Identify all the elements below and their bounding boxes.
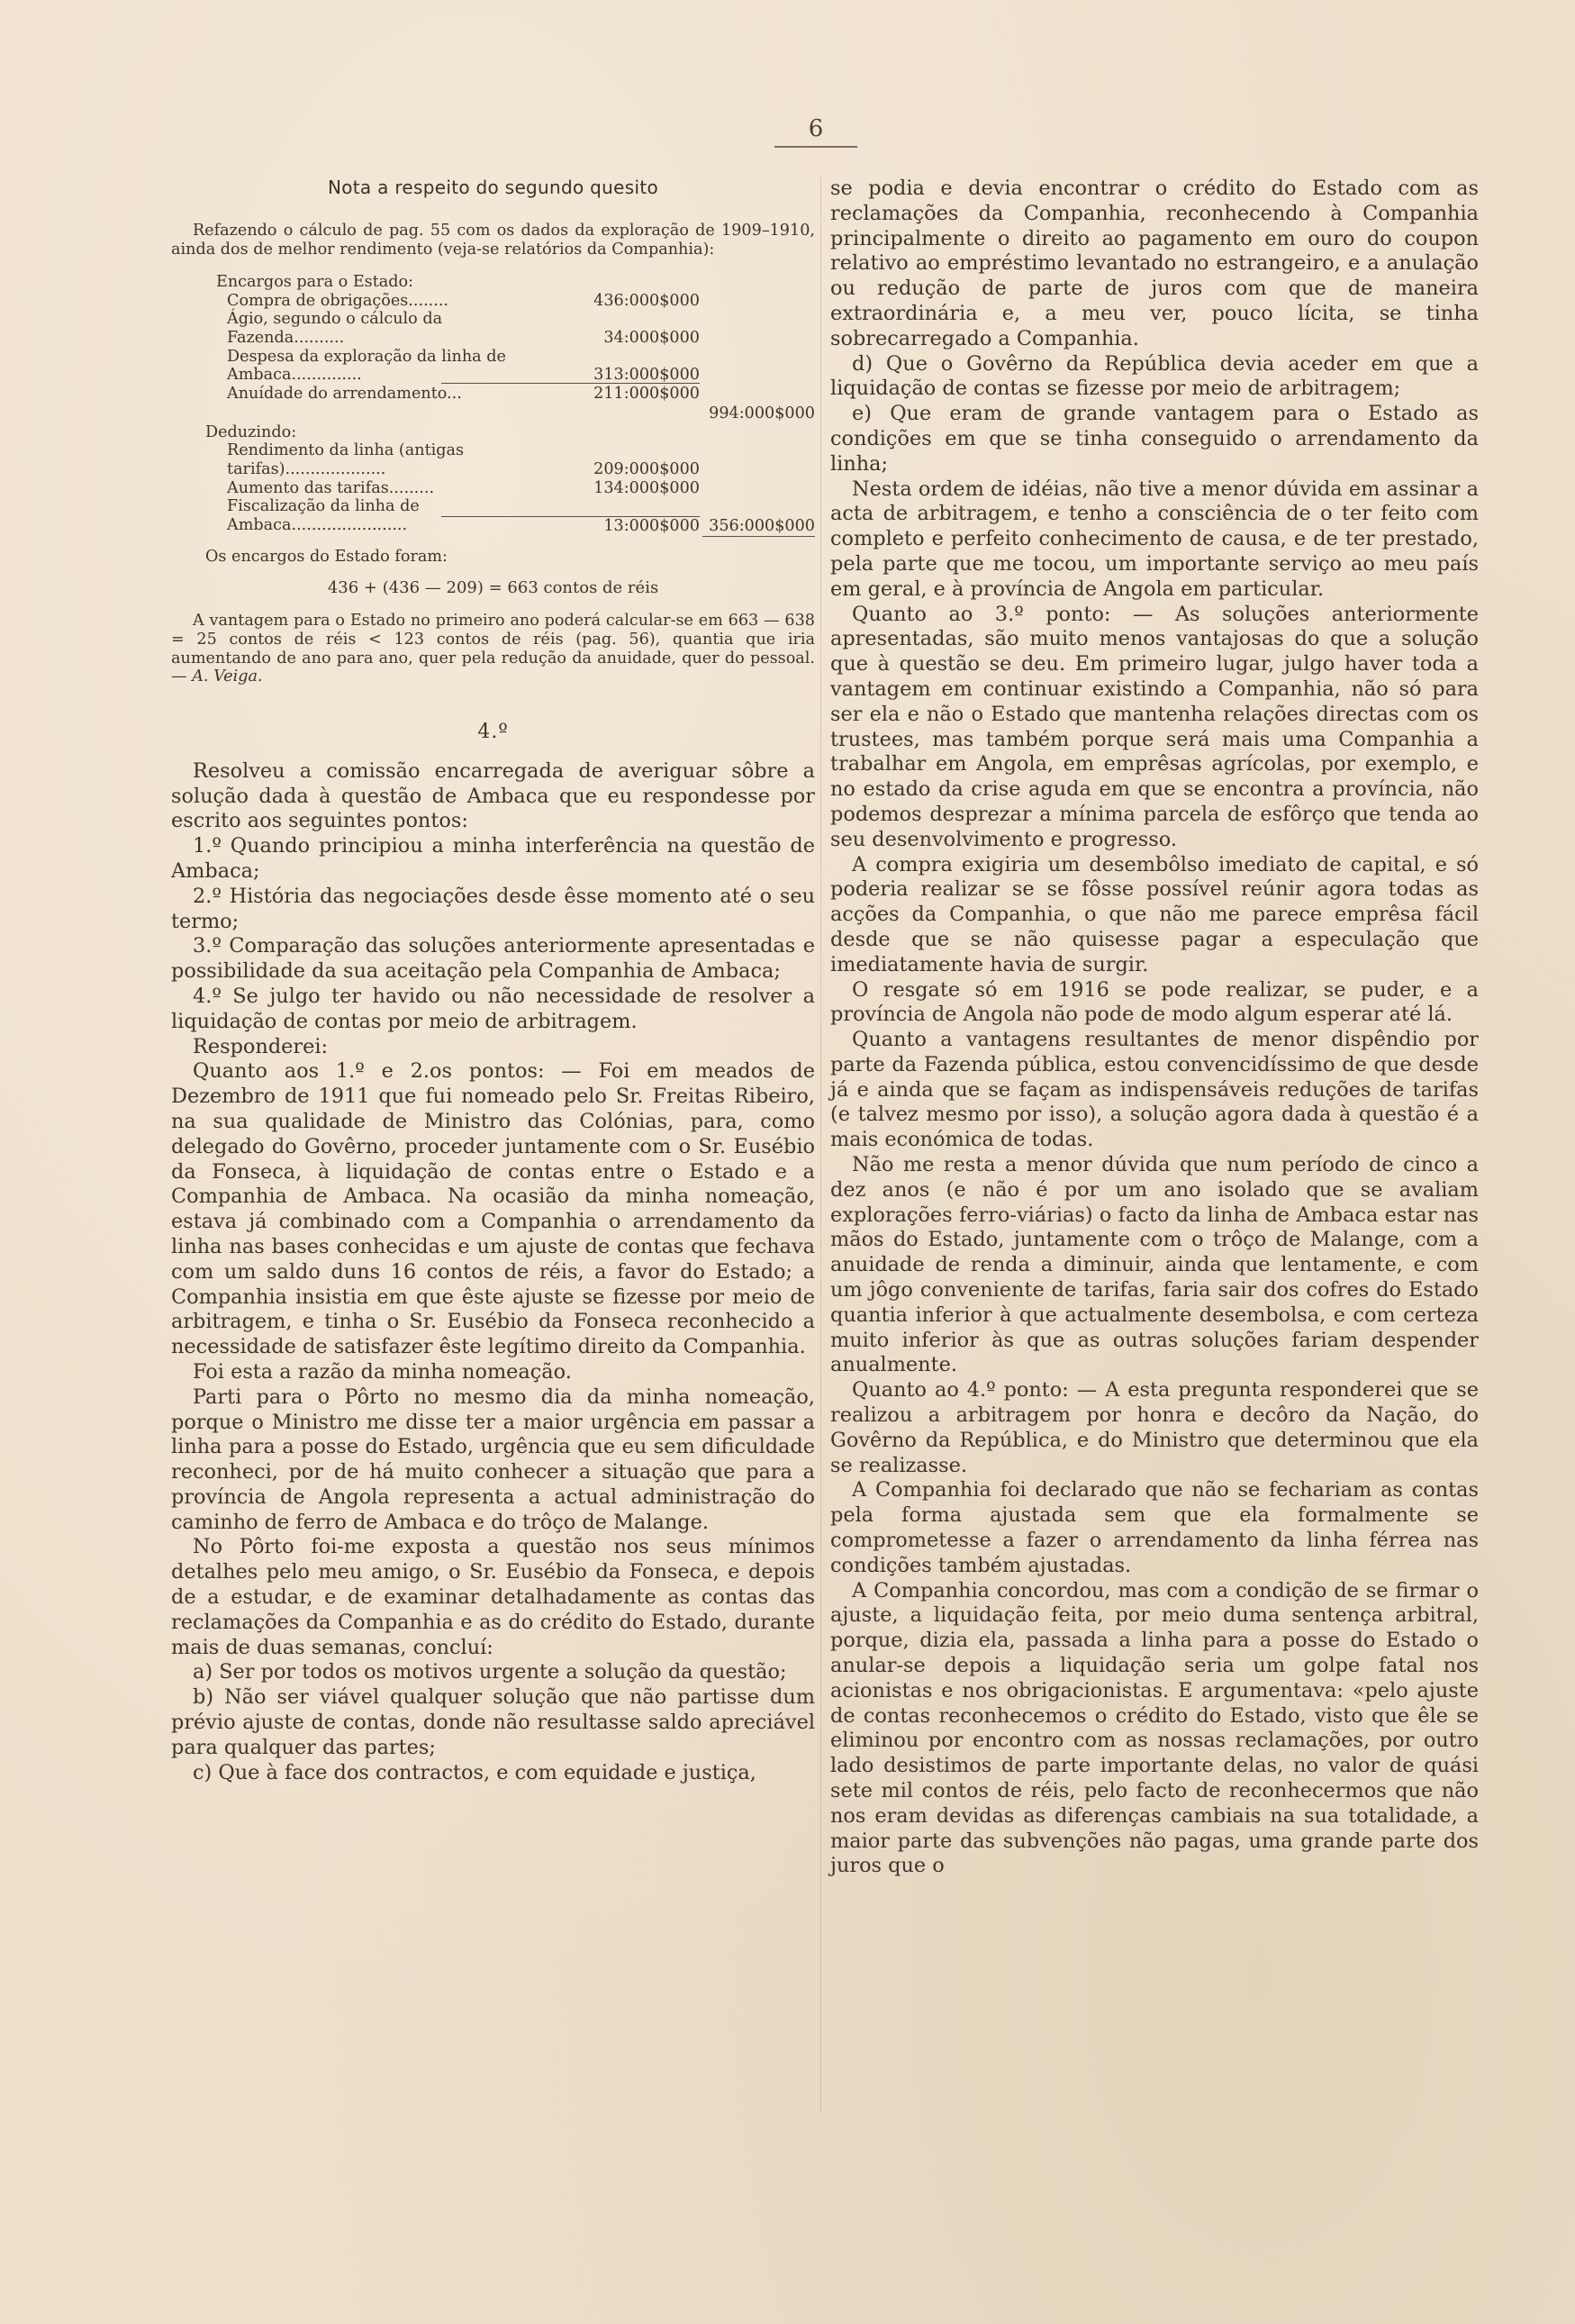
page-number: 6	[774, 115, 857, 148]
formula: 436 + (436 — 209) = 663 contos de réis	[327, 578, 659, 598]
deduzindo-row	[171, 497, 815, 536]
paragraph: 3.º Comparação das soluções anteriormente apresentadas e possibilidade da sua aceitação pela Companhia de Ambaca;	[171, 934, 815, 984]
encargos-foram: Os encargos do Estado foram:	[205, 547, 448, 566]
total-rule	[702, 536, 815, 539]
deduzindo-label: Fiscalização da linha de Ambaca.......................	[227, 497, 420, 534]
encargos-value: 313:000$000	[593, 366, 700, 385]
paragraph: e) Que eram de grande vantagem para o Estado as condições em que se tinha conseguido o arrendamento da linha;	[830, 402, 1479, 476]
note-heading: Nota a respeito do segundo quesito	[327, 177, 659, 198]
paragraph: A Companhia foi declarado que não se fechariam as contas pela forma ajustada sem que ela formalmente se comprometesse a fazer o arrendamento da linha férrea nas condições também ajustadas.	[830, 1478, 1479, 1577]
encargos-value: 211:000$000	[593, 384, 700, 403]
encargos-foram-block	[171, 548, 815, 567]
deduzindo-total	[700, 479, 815, 498]
paragraph: 2.º História das negociações desde êsse momento até o seu termo;	[171, 884, 815, 933]
note-intro: Refazendo o cálculo de pag. 55 com os dados da exploração de 1909–1910, ainda dos de melhor rendimento (veja-se relatórios da Companhia):	[171, 222, 815, 259]
note-intro-block	[171, 222, 815, 259]
paragraph: b) Não ser viável qualquer solução que não partisse dum prévio ajuste de contas, donde não resultasse saldo apreciável para qualquer das partes;	[171, 1685, 815, 1759]
deduzindo-title: Deduzindo:	[205, 422, 297, 441]
encargos-label: Compra de obrigações........	[227, 291, 449, 310]
paragraph: Quanto aos 1.º e 2.os pontos: — Foi em meados de Dezembro de 1911 que fui nomeado pelo Sr. Freitas Ribeiro, na sua qualidade de Ministro das Colónias, para, como delegado do Govêrno, proceder juntamente com o Sr. Eusébio da Fonseca, à liquidação de contas entre o Estado e a Companhia de Ambaca. Na ocasião da minha nomeação, estava já combinado com a Companhia o arrendamento da linha nas bases conhecidas e um ajuste de contas que fechava com um saldo duns 16 contos de réis, a favor do Estado; a Companhia insistia em que êste ajuste se fizesse por meio de arbitragem, e tinha o Sr. Eusébio da Fonseca reconhecido a necessidade de satisfazer êste legítimo direito da Companhia.	[171, 1059, 815, 1359]
right-column	[830, 177, 1479, 1879]
deduzindo-label: Aumento das tarifas.........	[227, 478, 435, 497]
paragraph: Quanto a vantagens resultantes de menor dispêndio por parte da Fazenda pública, estou convencidíssimo de que desde já e ainda que se façam as indispensáveis reduções de tarifas (e talvez mesmo por isso), a solução agora dada à questão é a mais económica de todas.	[830, 1028, 1479, 1152]
paragraph: a) Ser por todos os motivos urgente a solução da questão;	[193, 1660, 787, 1684]
paragraph: O resgate só em 1916 se pode realizar, se puder, e a província de Angola não pode de modo algum esperar até lá.	[830, 977, 1479, 1027]
encargos-row	[171, 348, 815, 385]
paragraph: A compra exigiria um desembôlso imediato de capital, e só poderia realizar se se fôsse possível reúnir agora todas as acções da Companhia, o que não me parece emprêsa fácil desde que se não quisesse pagar a especulação que imediatamente havia de surgir.	[830, 852, 1479, 976]
paragraph: No Pôrto foi-me exposta a questão nos seus mínimos detalhes pelo meu amigo, o Sr. Eusébio da Fonseca, e depois de a estudar, e de examinar detalhadamente as contas das reclamações da Companhia e as do crédito do Estado, durante mais de duas semanas, concluí:	[171, 1535, 815, 1659]
vantagem-block	[171, 612, 815, 685]
vantagem-body: A vantagem para o Estado no primeiro ano poderá calcular-se em 663 — 638 = 25 contos de réis < 123 contos de réis (pag. 56), quantia que iria aumentando de ano para ano, quer pela redução da anuidade, quer do pessoal. —	[171, 612, 815, 686]
signature: A. Veiga.	[192, 667, 263, 686]
left-body	[171, 759, 815, 1786]
left-column	[171, 177, 815, 1785]
paragraph: Responderei:	[193, 1034, 329, 1058]
paragraph: A Companhia concordou, mas com a condição de se firmar o ajuste, a liquidação feita, por meio duma sentença arbitral, porque, dizia ela, passada a linha para a posse do Estado o anular-se depois a liquidação seria um golpe fatal nos acionistas e nos obrigacionistas. E argumentava: «pelo ajuste de contas reconhecemos o crédito do Estado, visto que êle se eliminou por encontro com as nossas reclamações, por outro lado desistimos de parte importante delas, no valor de quási sete mil contos de réis, pelo facto de reconhecermos que não nos eram devidas as diferenças cambiais na sua totalidade, a maior parte das subvenções não pagas, uma grande parte dos juros que o	[830, 1578, 1479, 1878]
encargos-table	[171, 273, 815, 422]
paragraph: Nesta ordem de idéias, não tive a menor dúvida em assinar a acta de arbitragem, e tenho a consciência de o ter feito com completo e perfeito conhecimento de causa, e de ter prestado, pela parte que me tocou, um importante serviço ao meu país em geral, e à província de Angola em particular.	[830, 477, 1479, 601]
paragraph: Foi esta a razão da minha nomeação.	[193, 1359, 572, 1384]
encargos-row	[171, 385, 815, 423]
encargos-total	[700, 348, 815, 385]
encargos-total	[700, 310, 815, 347]
section-title: 4.º	[477, 720, 509, 743]
deduzindo-label: Rendimento da linha (antigas tarifas)....................	[227, 441, 465, 479]
encargos-label: Ágio, segundo o cálculo da Fazenda..........	[227, 310, 443, 347]
paragraph: Não me resta a menor dúvida que num período de cinco a dez anos (e não é por um ano isolado que se avaliam explorações ferro-viárias) o facto da linha de Ambaca estar nas mãos do Estado, juntamente com o trôço de Malange, com a anuidade de renda a diminuir, ainda que lentamente, e com um jôgo conveniente de tarifas, faria sair dos cofres do Estado quantia inferior à que actualmente desembolsa, e com certeza muito inferior às que as outras soluções fariam despender anualmente.	[830, 1153, 1479, 1377]
paragraph: 4.º Se julgo ter havido ou não necessidade de resolver a liquidação de contas por meio de arbitragem.	[171, 984, 815, 1033]
paragraph: Resolveu a comissão encarregada de averiguar sôbre a solução dada à questão de Ambaca que eu respondesse por escrito aos seguintes pontos:	[171, 758, 815, 833]
vantagem-text	[171, 612, 815, 685]
encargos-total	[700, 292, 815, 311]
paragraph: se podia e devia encontrar o crédito do Estado com as reclamações da Companhia, reconhecendo à Companhia principalmente o direito ao pagamento em ouro do coupon relativo ao empréstimo levantado no estrangeiro, e a anulação ou redução de parte de juros com que de maneira extraordinária e, a meu ver, pouco lícita, se tinha sobrecarregado a Companhia.	[830, 177, 1479, 350]
deduzindo-total: 356:000$000	[709, 517, 815, 536]
paragraph: Quanto ao 4.º ponto: — A esta pregunta responderei que se realizou a arbitragem por honra e decôro da Nação, do Govêrno da República, e do Ministro que determinou que ela se realizasse.	[830, 1378, 1479, 1477]
deduzindo-table	[171, 423, 815, 539]
encargos-label: Despesa da exploração da linha de Ambaca..............	[227, 347, 506, 385]
paragraph: d) Que o Govêrno da República devia aceder em que a liquidação de contas se fizesse por meio de arbitragem;	[830, 351, 1479, 401]
encargos-row	[171, 310, 815, 347]
deduzindo-total	[700, 441, 815, 478]
deduzindo-value: 13:000$000	[603, 517, 700, 536]
deduzindo-row	[171, 479, 815, 498]
paragraph: 1.º Quando principiou a minha interferência na questão de Ambaca;	[171, 834, 815, 883]
deduzindo-row	[171, 441, 815, 478]
column-divider	[820, 177, 821, 2113]
encargos-row	[171, 292, 815, 311]
encargos-label: Anuídade do arrendamento...	[227, 384, 462, 403]
paragraph: Parti para o Pôrto no mesmo dia da minha nomeação, porque o Ministro me disse ter a maior urgência em passar a linha para a posse do Estado, urgência que eu sem dificuldade reconheci, por de há muito conhecer a situação que para a província de Angola representa a actual administração do caminho de ferro de Ambaca e do trôço de Malange.	[171, 1384, 815, 1534]
encargos-value: 436:000$000	[593, 291, 700, 310]
encargos-title: Encargos para o Estado:	[216, 273, 414, 292]
right-body	[830, 177, 1479, 1879]
encargos-total: 994:000$000	[709, 404, 815, 422]
deduzindo-value: 209:000$000	[593, 460, 700, 479]
paragraph: c) Que à face dos contractos, e com equidade e justiça,	[193, 1760, 756, 1784]
deduzindo-value: 134:000$000	[593, 478, 700, 497]
paragraph: Quanto ao 3.º ponto: — As soluções anteriormente apresentadas, são muito menos vantajosas do que a solução que à questão se deu. Em primeiro lugar, julgo haver toda a vantagem em continuar existindo a Companhia, não só para ser ela e não o Estado que mantenha relações directas com os trustees, mas também porque será mais uma Companhia a trabalhar em Angola, em emprêsas agrícolas, por exemplo, e no estado da crise aguda em que se encontra a província, não podemos desprezar a mínima parcela de esfôrço que tenda ao seu desenvolvimento e progresso.	[830, 602, 1479, 851]
encargos-value: 34:000$000	[603, 328, 700, 347]
